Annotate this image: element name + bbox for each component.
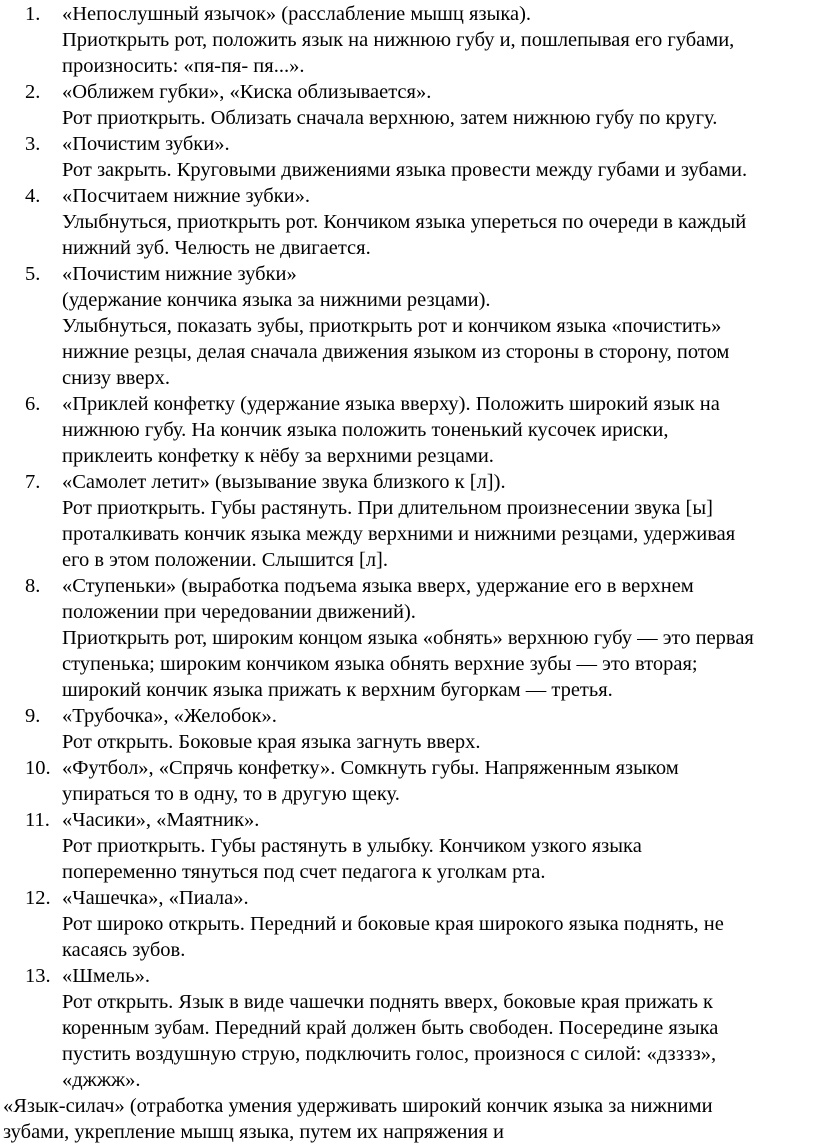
list-item-number: 5. xyxy=(25,263,41,285)
list-item-title: «Шмель». xyxy=(62,965,150,987)
list-item-text-line: попеременно тянуться под счет педагога к уголкам рта. xyxy=(62,861,546,883)
list-item-text-line: пустить воздушную струю, подключить голос, произнося с силой: «дзззз», xyxy=(62,1043,717,1065)
list-item-text-line: положении при чередовании движений). xyxy=(62,601,416,623)
list-item-text-line: упираться то в одну, то в другую щеку. xyxy=(62,783,400,805)
list-item-text-line: Приоткрыть рот, широким концом языка «обнять» верхнюю губу — это первая xyxy=(62,627,754,649)
list-item-title: «Приклей конфетку (удержание языка вверху). Положить широкий язык на xyxy=(62,393,720,415)
list-item xyxy=(0,131,816,183)
list-item-title: «Трубочка», «Желобок». xyxy=(62,705,277,727)
list-item-text-line: касаясь зубов. xyxy=(62,939,186,961)
list-item-number: 6. xyxy=(25,393,41,415)
list-item-title: «Футбол», «Спрячь конфетку». Сомкнуть губы. Напряженным языком xyxy=(62,757,679,779)
list-item xyxy=(0,755,816,807)
list-item-title: «Часики», «Маятник». xyxy=(62,809,260,831)
list-item-text-line: Рот приоткрыть. Губы растянуть в улыбку. Кончиком узкого языка xyxy=(62,835,642,857)
list-item-text-line: его в этом положении. Слышится [л]. xyxy=(62,549,388,571)
list-item-title: «Оближем губки», «Киска облизывается». xyxy=(62,81,432,103)
list-item-text-line: Рот широко открыть. Передний и боковые края широкого языка поднять, не xyxy=(62,913,724,935)
trailing-paragraph xyxy=(0,1093,816,1145)
list-item xyxy=(0,963,816,1093)
list-item-text-line: Улыбнуться, приоткрыть рот. Кончиком языка упереться по очереди в каждый xyxy=(62,211,747,233)
document-page xyxy=(0,1,816,1145)
list-item xyxy=(0,885,816,963)
list-item-number: 8. xyxy=(25,575,41,597)
list-item-number: 2. xyxy=(25,81,41,103)
exercise-list xyxy=(0,1,816,1093)
list-item xyxy=(0,469,816,573)
list-item xyxy=(0,807,816,885)
list-item-text-line: нижнюю губу. На кончик языка положить тоненький кусочек ириски, xyxy=(62,419,669,441)
list-item-text-line: Приоткрыть рот, положить язык на нижнюю губу и, пошлепывая его губами, xyxy=(62,29,735,51)
list-item xyxy=(0,79,816,131)
list-item-title: «Почистим нижние зубки» xyxy=(62,263,297,285)
list-item-text-line: (удержание кончика языка за нижними резцами). xyxy=(62,289,491,311)
list-item-number: 7. xyxy=(25,471,41,493)
list-item-number: 10. xyxy=(25,757,51,779)
list-item xyxy=(0,261,816,391)
list-item-number: 4. xyxy=(25,185,41,207)
list-item-text-line: произносить: «пя-пя- пя...». xyxy=(62,55,305,77)
list-item xyxy=(0,183,816,261)
list-item-number: 3. xyxy=(25,133,41,155)
list-item-title: «Самолет летит» (вызывание звука близкого к [л]). xyxy=(62,471,506,493)
list-item xyxy=(0,391,816,469)
list-item-text-line: нижний зуб. Челюсть не двигается. xyxy=(62,237,371,259)
list-item-text-line: Рот открыть. Язык в виде чашечки поднять вверх, боковые края прижать к xyxy=(62,991,714,1013)
list-item-number: 12. xyxy=(25,887,51,909)
list-item xyxy=(0,573,816,703)
list-item-text-line: Рот закрыть. Круговыми движениями языка провести между губами и зубами. xyxy=(62,159,748,181)
list-item-number: 9. xyxy=(25,705,41,727)
list-item-text-line: Рот приоткрыть. Облизать сначала верхнюю, затем нижнюю губу по кругу. xyxy=(62,107,718,129)
list-item-text-line: Улыбнуться, показать зубы, приоткрыть рот и кончиком языка «почистить» xyxy=(62,315,722,337)
list-item-text-line: Рот приоткрыть. Губы растянуть. При длительном произнесении звука [ы] xyxy=(62,497,713,519)
list-item-text-line: ступенька; широким кончиком языка обнять верхние зубы — это вторая; xyxy=(62,653,698,675)
list-item-title: «Посчитаем нижние зубки». xyxy=(62,185,310,207)
list-item-number: 11. xyxy=(25,809,50,831)
list-item-text-line: «джжж». xyxy=(62,1069,141,1091)
list-item-text-line: Рот открыть. Боковые края языка загнуть вверх. xyxy=(62,731,481,753)
list-item-text-line: нижние резцы, делая сначала движения языком из стороны в сторону, потом xyxy=(62,341,730,363)
list-item-text-line: приклеить конфетку к нёбу за верхними резцами. xyxy=(62,445,494,467)
paragraph-line: «Язык-силач» (отработка умения удерживать широкий кончик языка за нижними xyxy=(3,1095,713,1117)
list-item-title: «Чашечка», «Пиала». xyxy=(62,887,249,909)
list-item-text-line: проталкивать кончик языка между верхними и нижними резцами, удерживая xyxy=(62,523,736,545)
list-item xyxy=(0,703,816,755)
paragraph-line: зубами, укрепление мышц языка, путем их напряжения и xyxy=(3,1121,504,1143)
list-item-number: 13. xyxy=(25,965,51,987)
list-item-title: «Почистим зубки». xyxy=(62,133,230,155)
list-item-text-line: снизу вверх. xyxy=(62,367,171,389)
list-item-number: 1. xyxy=(25,3,41,25)
list-item-text-line: коренным зубам. Передний край должен быть свободен. Посередине языка xyxy=(62,1017,719,1039)
list-item xyxy=(0,1,816,79)
list-item-text-line: широкий кончик языка прижать к верхним бугоркам — третья. xyxy=(62,679,613,701)
list-item-title: «Непослушный язычок» (расслабление мышц языка). xyxy=(62,3,532,25)
list-item-title: «Ступеньки» (выработка подъема языка вверх, удержание его в верхнем xyxy=(62,575,694,597)
